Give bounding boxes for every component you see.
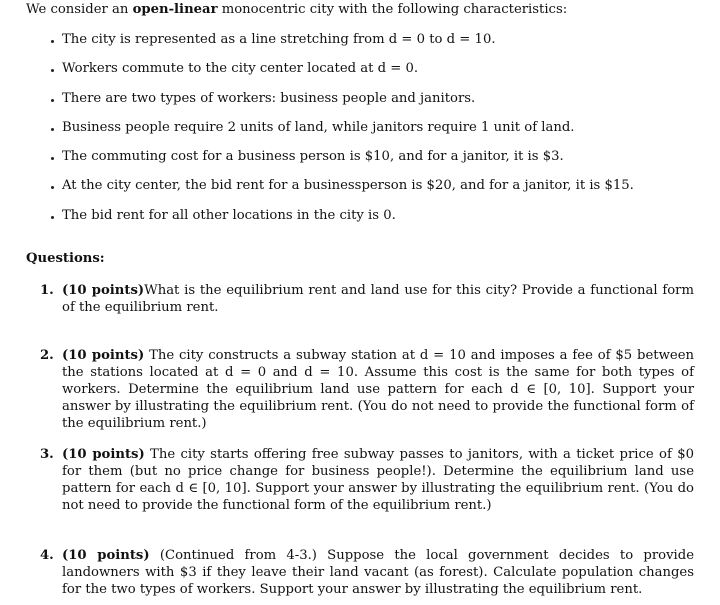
list-item-text: At the city center, the bid rent for a businessperson is $20, and for a janitor, it is $15. (62, 178, 634, 194)
question-number: 3. (40, 447, 54, 462)
bullet-icon (51, 216, 54, 219)
list-item-text: Workers commute to the city center located at d = 0. (62, 61, 419, 77)
question-text: The city starts offering free subway passes to janitors, with a ticket price of $0 for them (but no price change for business people!). Determine the equilibrium land use pattern for each d ∈ [0, 10]. Support your answer by illustrating the equilibrium rent. (You do not need to provide the functional form of the equilibrium rent.) (62, 447, 694, 513)
question-body (62, 547, 694, 598)
question-text: What is the equilibrium rent and land use for this city? Provide a functional form of the equilibrium rent. (62, 283, 694, 315)
list-item (0, 207, 634, 236)
question-3 (40, 446, 694, 514)
list-item-text: The city is represented as a line stretching from d = 0 to d = 10. (62, 32, 496, 47)
question-1 (40, 282, 694, 316)
question-body (62, 282, 694, 316)
list-item-text: There are two types of workers: business people and janitors. (62, 90, 476, 106)
questions-heading: Questions: (26, 251, 105, 266)
bullet-icon (51, 186, 54, 189)
bullet-icon (51, 69, 54, 72)
list-item-text: The commuting cost for a business person is $10, and for a janitor, it is $3. (62, 149, 564, 165)
intro-text-before: We consider an (26, 2, 133, 17)
question-points: (10 points) (62, 283, 145, 298)
list-item (0, 177, 634, 206)
question-points: (10 points) (62, 548, 150, 563)
bullet-icon (51, 157, 54, 160)
question-text: The city constructs a subway station at d = 10 and imposes a fee of $5 between the stations located at d = 0 and d = 10. Assume this cost is the same for both types of workers. Determine the equilibrium land use pattern for each d ∈ [0, 10]. Support your answer by illustrating the equilibrium rent. (You do not need to provide the functional form of the equilibrium rent.) (62, 348, 694, 431)
question-number: 2. (40, 348, 54, 363)
question-text: (Continued from 4-3.) Suppose the local government decides to provide landowners with $3 if they leave their land vacant (as forest). Calculate population changes for the two types of workers. Support your answer by illustrating the equilibrium rent. (62, 548, 694, 597)
list-item (0, 90, 634, 119)
list-item-text: The bid rent for all other locations in the city is 0. (62, 207, 396, 223)
list-item (0, 119, 634, 148)
question-2 (40, 347, 694, 432)
list-item-text: Business people require 2 units of land, while janitors require 1 unit of land. (62, 119, 575, 135)
question-body (62, 446, 694, 514)
list-item (0, 60, 634, 89)
characteristics-list (0, 31, 634, 236)
question-number: 4. (40, 548, 54, 563)
bullet-icon (51, 128, 54, 131)
intro-text-after: monocentric city with the following characteristics: (217, 2, 568, 17)
question-body (62, 347, 694, 432)
bullet-icon (51, 40, 54, 43)
intro-paragraph (26, 1, 567, 19)
question-number: 1. (40, 283, 54, 298)
intro-text-bold: open-linear (132, 2, 218, 17)
list-item (0, 31, 634, 60)
question-points: (10 points) (62, 348, 145, 363)
list-item (0, 148, 634, 177)
question-4 (40, 547, 694, 598)
question-points: (10 points) (62, 447, 145, 462)
bullet-icon (51, 99, 54, 102)
